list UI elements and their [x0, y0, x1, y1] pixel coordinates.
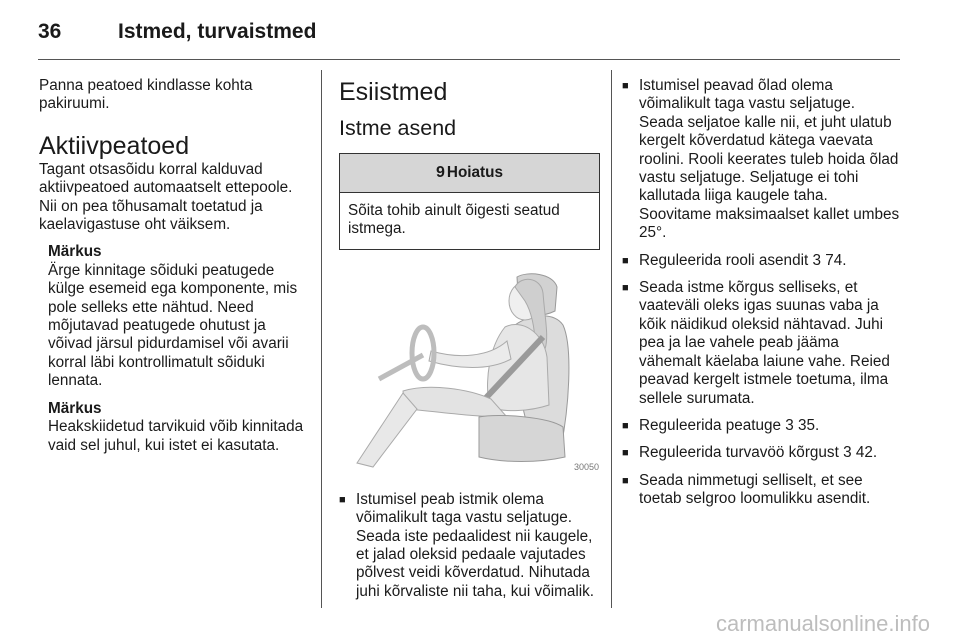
bullet-icon: ■	[622, 447, 629, 460]
section-heading-esiistmed: Esiistmed	[339, 78, 448, 106]
list-item	[622, 417, 902, 435]
column-divider-1	[321, 70, 322, 608]
note-text: Heakskiidetud tarvikuid võib kinnitada vaid sel juhul, kui istet ei kasutata.	[48, 418, 304, 454]
list-item-text: Istumisel peavad õlad olema võimalikult taga vastu seljatuge. Seada seljatoe kalle nii, et juht ulatub kergelt kõverdatud kätega vaevata roolini. Rooli keerates tuleb hoida õlad vastu seljatuge. Seljatuge ei tohi kallutada liiga kaugele taha. Soovitame maksimaalset kallet umbes 25°.	[639, 77, 900, 242]
list-item-text: Reguleerida rooli asendit 3 74.	[639, 251, 847, 269]
section-heading-aktiivpeatoed: Aktiivpeatoed	[39, 131, 190, 160]
page-number: 36	[38, 20, 62, 43]
figure-number: 30050	[573, 461, 599, 472]
list-item	[622, 444, 902, 462]
note-block-2	[39, 400, 309, 455]
bullet-icon: ■	[622, 254, 629, 267]
column-left	[39, 77, 309, 455]
list-item	[622, 472, 902, 509]
warning-title: Hoiatus	[446, 164, 503, 181]
bullet-icon: ■	[622, 474, 629, 487]
column-right	[622, 77, 902, 509]
list-item	[339, 491, 601, 601]
warning-box	[339, 153, 600, 250]
warning-body	[340, 193, 599, 249]
warning-icon: 9	[436, 164, 445, 181]
page-title: Istmed, turvaistmed	[118, 20, 317, 43]
bullet-icon: ■	[622, 80, 629, 92]
list-item-text: Istumisel peab istmik olema võimalikult taga vastu seljatuge. Seada iste pedaalidest nii kaugele, et jalad oleksid pedaale vajutades põlvest veidi kõverdatud. Nihutada juhi kõrvaliste nii taha, kui võimalik.	[356, 490, 595, 600]
column-middle	[339, 77, 601, 601]
note-label: Märkus	[48, 243, 102, 261]
aktiivpeatoed-paragraph: Tagant otsasõidu korral kalduvad aktiivpeatoed automaatselt ettepoole. Nii on pea tõhusamalt toetatud ja kaelavigastuse oht väiksem.	[39, 160, 293, 234]
list-item-text: Seada nimmetugi selliselt, et see toetab selgroo loomulikku asendit.	[639, 471, 871, 508]
warning-header	[340, 154, 599, 193]
warning-text: Sõita tohib ainult õigesti seatud istmega.	[348, 202, 560, 238]
note-text: Ärge kinnitage sõiduki peatugede külge esemeid ega komponente, mis pole selleks ette nähtud. Need mõjutavad peatugede ohutust ja võivad järsul pidurdamisel või avarii korral läbi kontrollimatult sõiduki lennata.	[48, 261, 298, 390]
note-label: Märkus	[48, 399, 102, 417]
subsection-heading-istme-asend: Istme asend	[339, 116, 457, 140]
bullet-icon: ■	[622, 282, 629, 295]
list-item-text: Reguleerida peatuge 3 35.	[639, 416, 820, 434]
note-block-1	[39, 243, 309, 390]
list-item	[622, 252, 902, 270]
list-item-text: Seada istme kõrgus selliseks, et vaateväli oleks igas suunas vaba ja kõik näidikud oleksid nähtavad. Juhi pea ja lae vahele peab jääma vähemalt käelaba laiune vahe. Reied peavad kergelt istmele toetuma, ilma sellele surumata.	[639, 279, 890, 407]
driver-seated-illustration-icon	[339, 267, 601, 474]
driver-seat-illustration	[339, 267, 601, 474]
list-item	[622, 279, 902, 408]
list-item	[622, 77, 902, 243]
watermark: carmanualsonline.info	[715, 611, 930, 636]
bullet-icon: ■	[622, 419, 629, 432]
column-divider-2	[611, 70, 612, 608]
header-divider	[38, 59, 900, 60]
intro-paragraph: Panna peatoed kindlasse kohta pakiruumi.	[39, 77, 253, 113]
bullet-icon: ■	[339, 493, 346, 506]
list-item-text: Reguleerida turvavöö kõrgust 3 42.	[639, 444, 878, 462]
